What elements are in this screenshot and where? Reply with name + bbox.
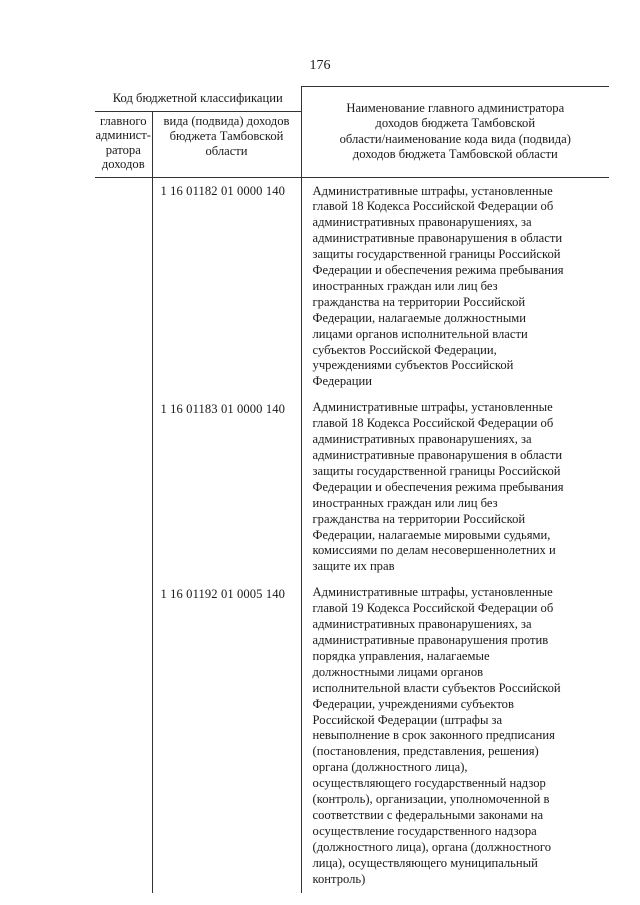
income-name-line: (контроль), организации, уполномоченной в (312, 792, 550, 807)
income-name-line: главой 18 Кодекса Российской Федерации об (312, 416, 554, 431)
page-number: 176 (309, 58, 331, 73)
table-body (95, 177, 609, 893)
header-admin-line: доходов (101, 157, 145, 171)
income-name-line: (постановления, представления, решения) (312, 744, 539, 759)
income-name-line: Российской Федерации (штрафы за (312, 712, 503, 727)
table-row (95, 581, 609, 893)
header-kind-line: вида (подвида) доходов (163, 113, 290, 128)
cell-admin-code (95, 396, 152, 581)
income-name-line: главой 18 Кодекса Российской Федерации об (312, 199, 554, 214)
header-admin-line: ратора (105, 142, 141, 157)
income-name-line: административных правонарушениях, за (312, 617, 532, 632)
income-name-line: комиссиями по делам несовершеннолетних и (312, 543, 556, 558)
income-name-line: лица), осуществляющего муниципальный (312, 855, 538, 870)
cell-income-name (301, 581, 609, 893)
income-name-line: Федерации и обеспечения режима пребывания (312, 263, 564, 278)
income-name-line: Федерации, налагаемые мировыми судьями, (312, 527, 551, 542)
cell-income-name (301, 396, 609, 581)
income-name-line: иностранных граждан или лиц без (312, 278, 498, 293)
header-name-line: доходов бюджета Тамбовской области (352, 147, 558, 162)
income-name-line: (должностного лица), органа (должностного (312, 839, 552, 854)
income-name-line: Административные штрафы, установленные (312, 183, 553, 198)
table-row (95, 177, 609, 396)
income-name-line: порядка управления, налагаемые (312, 648, 490, 663)
income-name-line: главой 19 Кодекса Российской Федерации об (312, 601, 554, 616)
header-admin-column (95, 111, 152, 177)
income-name-line: невыполнение в срок законного предписания (312, 728, 555, 743)
cell-income-code: 1 16 01182 01 0000 140 (152, 177, 301, 396)
header-admin-line: админист- (95, 128, 151, 142)
cell-admin-code (95, 177, 152, 396)
income-name-line: должностными лицами органов (312, 664, 484, 679)
income-name-line: защиты государственной границы Российской (312, 247, 561, 262)
income-name-line: Федерации, налагаемые должностными (312, 310, 526, 325)
header-budget-classification-code: Код бюджетной классификации (95, 87, 301, 112)
income-name-line: Федерации (312, 374, 372, 389)
cell-admin-code (95, 581, 152, 893)
cell-income-code: 1 16 01192 01 0005 140 (152, 581, 301, 893)
income-name-line: административные правонарушения в области (312, 231, 563, 246)
cell-income-name (301, 177, 609, 396)
income-name-line: Федерации и обеспечения режима пребывания (312, 479, 564, 494)
income-name-line: гражданства на территории Российской (312, 511, 526, 526)
budget-classification-table (95, 86, 609, 893)
header-name-line: Наименование главного администратора (346, 100, 565, 115)
income-name-line: Административные штрафы, установленные (312, 585, 553, 600)
income-name-line: учреждениями субъектов Российской (312, 358, 514, 373)
income-name-line: защиты государственной границы Российской (312, 463, 561, 478)
header-kind-line: области (205, 143, 248, 158)
income-name-line: гражданства на территории Российской (312, 294, 526, 309)
income-name-line: административных правонарушениях, за (312, 215, 532, 230)
income-name-line: соответствии с федеральными законами на (312, 807, 544, 822)
income-name-line: Административные штрафы, установленные (312, 400, 553, 415)
income-name-line: защите их прав (312, 559, 395, 574)
income-name-line: осуществление государственного надзора (312, 823, 537, 838)
income-name-line: осуществляющего государственный надзор (312, 776, 546, 791)
header-name-line: доходов бюджета Тамбовской (375, 116, 536, 131)
income-name-line: исполнительной власти субъектов Российской (312, 680, 561, 695)
income-name-line: органа (должностного лица), (312, 760, 468, 775)
income-name-line: контроль) (312, 871, 366, 886)
table-row (95, 396, 609, 581)
income-name-line: административные правонарушения в области (312, 448, 563, 462)
header-name-column (301, 87, 609, 178)
income-name-line: субъектов Российской Федерации, (312, 342, 497, 357)
cell-income-code: 1 16 01183 01 0000 140 (152, 396, 301, 581)
income-name-line: Федерации, учреждениями субъектов (312, 696, 514, 711)
income-name-line: лицами органов исполнительной власти (312, 326, 528, 341)
income-name-line: иностранных граждан или лиц без (312, 495, 498, 510)
header-kind-line: бюджета Тамбовской (169, 128, 284, 143)
header-admin-line: главного (99, 113, 147, 128)
header-name-line: области/наименование кода вида (подвида) (339, 131, 571, 146)
income-name-line: административные правонарушения против (312, 632, 549, 647)
header-kind-column (152, 111, 301, 177)
income-name-line: административных правонарушениях, за (312, 432, 532, 447)
